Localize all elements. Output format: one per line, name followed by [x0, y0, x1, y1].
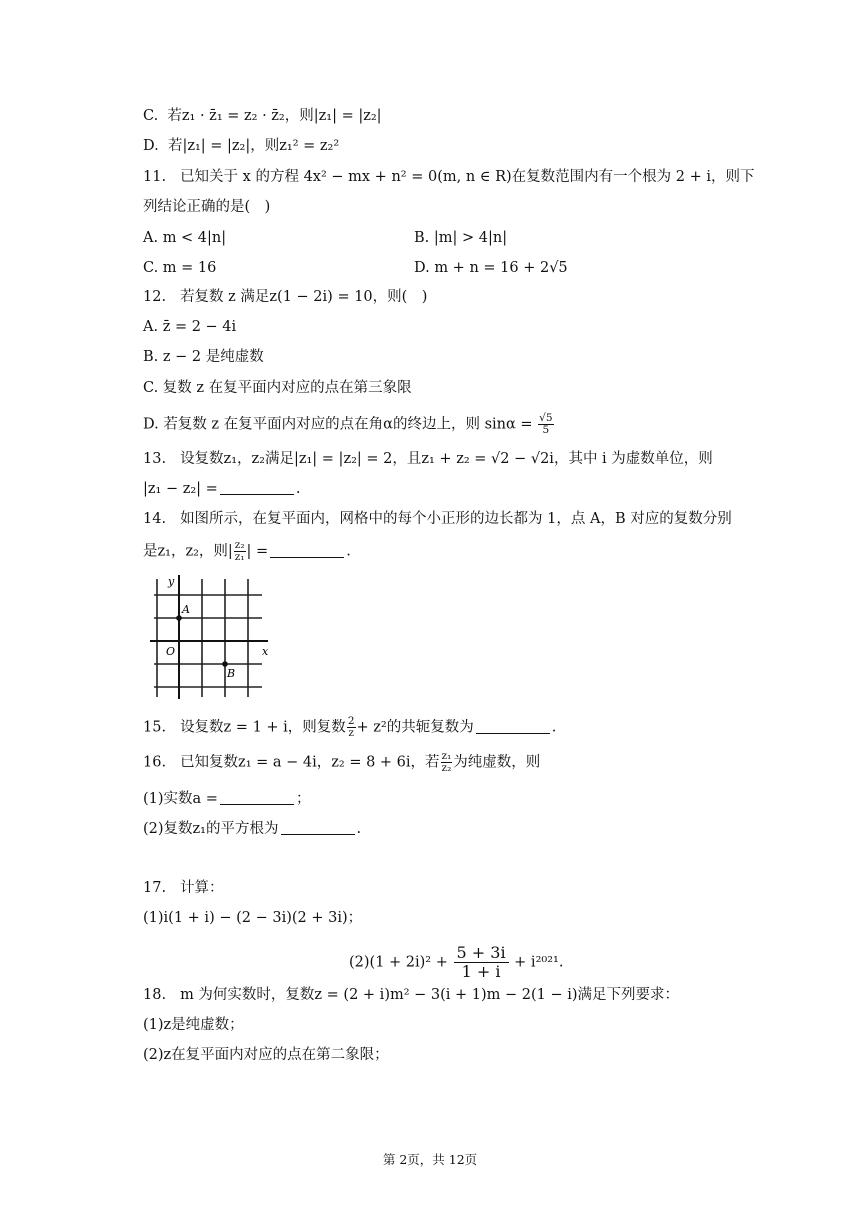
answer-blank[interactable] [476, 719, 550, 734]
question-16-part-1: (1)实数a = ； [143, 791, 311, 807]
question-18-stem: 18. m 为何实数时，复数z = (2 + i)m² − 3(i + 1)m − 2(1 − i)满足下列要求： [143, 987, 680, 1003]
question-13-answer-line: |z₁ − z₂| = . [143, 481, 301, 497]
question-18-part-1: (1)z是纯虚数； [143, 1017, 244, 1033]
question-number: 17. [143, 880, 167, 896]
grid-lines [154, 579, 262, 697]
question-13-stem: 13. 设复数z₁，z₂满足|z₁| = |z₂| = 2，且z₁ + z₂ = √2 − √2i，其中 i 为虚数单位，则 [143, 451, 713, 467]
point-b-label: B [227, 667, 236, 680]
question-number: 12. [143, 289, 167, 305]
option-12c: C. 复数 z 在复平面内对应的点在第三象限 [143, 380, 412, 396]
option-12b: B. z − 2 是纯虚数 [143, 349, 264, 365]
option-11b: B. |m| > 4|n| [414, 230, 508, 246]
y-axis-label: y [168, 575, 175, 588]
question-17-part-1: (1)i(1 + i) − (2 − 3i)(2 + 3i)； [143, 910, 363, 926]
x-axis-label: x [262, 645, 269, 658]
question-15: 15. 设复数z = 1 + i，则复数 $\frac{2}{z}$ + z²的共轭复数为 . [143, 715, 557, 739]
option-11d: D. m + n = 16 + 2√5 [414, 260, 568, 276]
question-12-stem: 12. 若复数 z 满足z(1 − 2i) = 10，则( ) [143, 289, 428, 305]
question-11-stem: 11. 已知关于 x 的方程 4x² − mx + n² = 0(m, n ∈ R)在复数范围内有一个根为 2 + i，则下 [143, 169, 755, 185]
question-14-stem: 14. 如图所示，在复平面内，网格中的每个小正形的边长都为 1，点 A，B 对应的复数分别 [143, 511, 732, 527]
question-number: 15. [143, 719, 167, 736]
option-11c: C. m = 16 [143, 260, 217, 276]
question-17-stem: 17. 计算： [143, 880, 224, 896]
answer-blank[interactable] [270, 543, 344, 558]
question-17-part-2: (2)(1 + 2i)² + $\frac{5 + 3i}{1 + i}$ + i²⁰²¹. [349, 943, 564, 981]
point-b [222, 661, 228, 667]
point-a-label: A [182, 603, 190, 616]
question-number: 18. [143, 987, 167, 1003]
question-number: 14. [143, 511, 167, 527]
question-16-stem: 16. 已知复数z₁ = a − 4i，z₂ = 8 + 6i，若 $\frac{\text{z₁}}{\text{z₂}}$ 为纯虚数，则 [143, 750, 541, 774]
page-footer: 第 2页，共 12页 [382, 1152, 478, 1167]
question-number: 11. [143, 169, 167, 185]
complex-plane-grid-figure [144, 573, 272, 701]
option-12d: D. 若复数 z 在复平面内对应的点在角α的终边上，则 sinα = $\frac{√5}{5}$ [143, 412, 553, 436]
answer-blank[interactable] [220, 480, 294, 495]
option-10d: D. 若|z₁| = |z₂|，则z₁² = z₂² [143, 138, 340, 154]
option-11a: A. m < 4|n| [143, 230, 227, 246]
point-a [176, 615, 182, 621]
question-18-part-2: (2)z在复平面内对应的点在第二象限； [143, 1047, 389, 1063]
question-14-answer-line: 是z₁，z₂，则| $\frac{\text{z₂}}{\text{z₁}}$ | = . [143, 539, 351, 563]
origin-label: O [166, 645, 176, 658]
question-number: 16. [143, 754, 167, 771]
question-number: 13. [143, 451, 167, 467]
answer-blank[interactable] [281, 820, 355, 835]
question-16-part-2: (2)复数z₁的平方根为 . [143, 821, 362, 837]
answer-blank[interactable] [220, 790, 294, 805]
question-11-stem-cont: 列结论正确的是( ) [143, 199, 271, 215]
option-10c: C. 若z₁ · z̄₁ = z₂ · z̄₂，则|z₁| = |z₂| [143, 108, 382, 124]
option-12a: A. z̄ = 2 − 4i [143, 319, 237, 335]
